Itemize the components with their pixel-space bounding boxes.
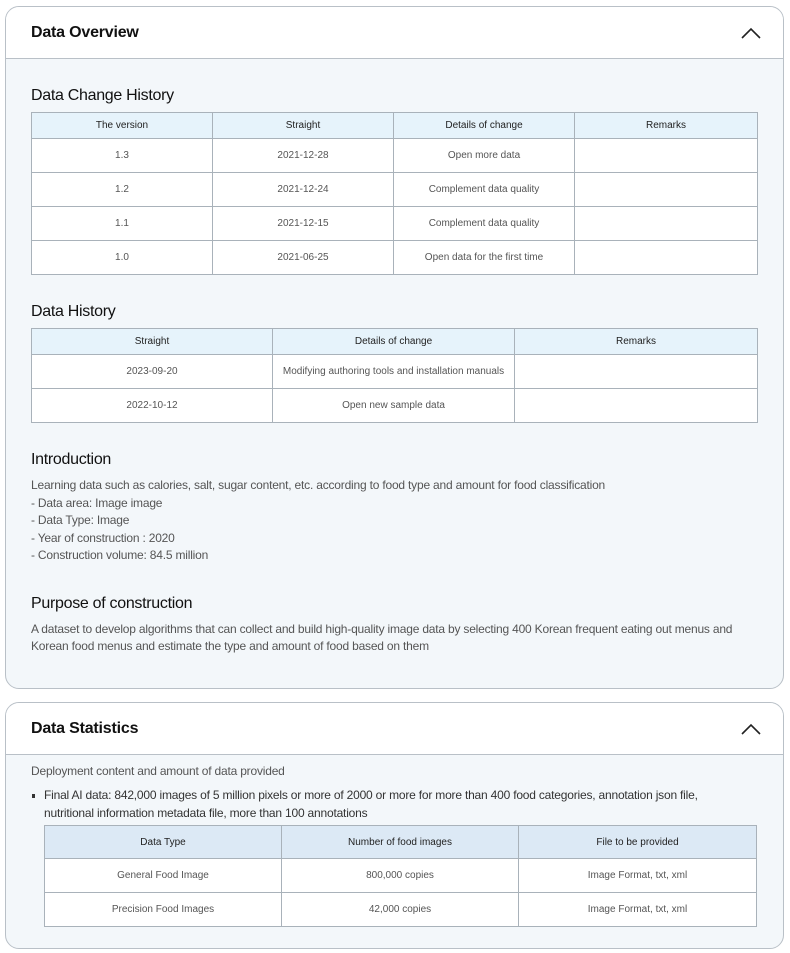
- purpose-text: A dataset to develop algorithms that can collect and build high-quality image data by selecting 400 Korean frequent eating out menus and Korean food menus and estimate the type and amount of food based on them: [31, 621, 733, 653]
- data-overview-header[interactable]: [6, 7, 783, 59]
- introduction-text: [31, 477, 757, 565]
- table-header-row: [45, 826, 757, 859]
- table-header-row: [32, 113, 758, 139]
- data-statistics-panel: [5, 702, 784, 949]
- column-header: Number of food images: [282, 826, 519, 859]
- image-count-cell: 800,000 copies: [282, 859, 519, 893]
- data-overview-panel: [5, 6, 784, 689]
- details-cell: Open more data: [394, 139, 575, 173]
- data-type-cell: Precision Food Images: [45, 893, 282, 927]
- remarks-cell: [575, 207, 758, 241]
- image-count-cell: 42,000 copies: [282, 893, 519, 927]
- introduction-line: - Year of construction : 2020: [31, 530, 175, 545]
- details-cell: Open data for the first time: [394, 241, 575, 275]
- date-cell: 2021-06-25: [213, 241, 394, 275]
- collapse-toggle-button[interactable]: [739, 21, 763, 45]
- data-history-table: [31, 328, 758, 423]
- statistics-bullet-text: Final AI data: 842,000 images of 5 million pixels or more of 2000 or more for more than 400 food categories, annotation json file, nutritional information metadata file, more than 100 annotations: [44, 788, 698, 820]
- remarks-cell: [515, 355, 758, 389]
- column-header: Data Type: [45, 826, 282, 859]
- change-history-title: Data Change History: [31, 87, 174, 104]
- statistics-table: [44, 825, 757, 927]
- chevron-up-icon: [741, 723, 761, 735]
- collapse-toggle-button[interactable]: [739, 717, 763, 741]
- column-header: Remarks: [515, 329, 758, 355]
- column-header: The version: [32, 113, 213, 139]
- date-cell: 2023-09-20: [32, 355, 273, 389]
- table-row: [32, 241, 758, 275]
- purpose-title: Purpose of construction: [31, 594, 193, 612]
- details-cell: Modifying authoring tools and installation manuals: [273, 355, 515, 389]
- introduction-line: - Construction volume: 84.5 million: [31, 548, 209, 562]
- version-cell: 1.3: [32, 139, 213, 173]
- remarks-cell: [575, 139, 758, 173]
- table-row: [32, 389, 758, 423]
- version-cell: 1.1: [32, 207, 213, 241]
- data-statistics-title: Data Statistics: [31, 719, 139, 737]
- change-history-table: [31, 112, 758, 275]
- data-history-title: Data History: [31, 303, 116, 320]
- date-cell: 2021-12-24: [213, 173, 394, 207]
- table-row: [32, 139, 758, 173]
- table-row: [45, 859, 757, 893]
- table-header-row: [32, 329, 758, 355]
- remarks-cell: [575, 241, 758, 275]
- statistics-bullet-item: [31, 787, 757, 822]
- date-cell: 2022-10-12: [32, 389, 273, 423]
- data-statistics-body: [6, 755, 783, 927]
- introduction-title: Introduction: [31, 451, 112, 468]
- column-header: Details of change: [273, 329, 515, 355]
- data-overview-body: [6, 59, 783, 656]
- table-row: [45, 893, 757, 927]
- data-overview-title: Data Overview: [31, 23, 139, 41]
- details-cell: Complement data quality: [394, 207, 575, 241]
- details-cell: Open new sample data: [273, 389, 515, 423]
- remarks-cell: [515, 389, 758, 423]
- bullet-icon: [31, 787, 44, 822]
- file-format-cell: Image Format, txt, xml: [519, 893, 757, 927]
- table-row: [32, 207, 758, 241]
- chevron-up-icon: [741, 27, 761, 39]
- date-cell: 2021-12-15: [213, 207, 394, 241]
- date-cell: 2021-12-28: [213, 139, 394, 173]
- version-cell: 1.0: [32, 241, 213, 275]
- introduction-line: Learning data such as calories, salt, sugar content, etc. according to food type and amount for food classification: [31, 478, 606, 492]
- column-header: Remarks: [575, 113, 758, 139]
- data-type-cell: General Food Image: [45, 859, 282, 893]
- remarks-cell: [575, 173, 758, 207]
- introduction-line: - Data area: Image image: [31, 495, 163, 510]
- statistics-subtitle: Deployment content and amount of data provided: [31, 764, 285, 778]
- table-row: [32, 355, 758, 389]
- file-format-cell: Image Format, txt, xml: [519, 859, 757, 893]
- column-header: Straight: [213, 113, 394, 139]
- introduction-line: - Data Type: Image: [31, 513, 130, 527]
- column-header: Straight: [32, 329, 273, 355]
- version-cell: 1.2: [32, 173, 213, 207]
- column-header: File to be provided: [519, 826, 757, 859]
- table-row: [32, 173, 758, 207]
- details-cell: Complement data quality: [394, 173, 575, 207]
- data-statistics-header[interactable]: [6, 703, 783, 755]
- column-header: Details of change: [394, 113, 575, 139]
